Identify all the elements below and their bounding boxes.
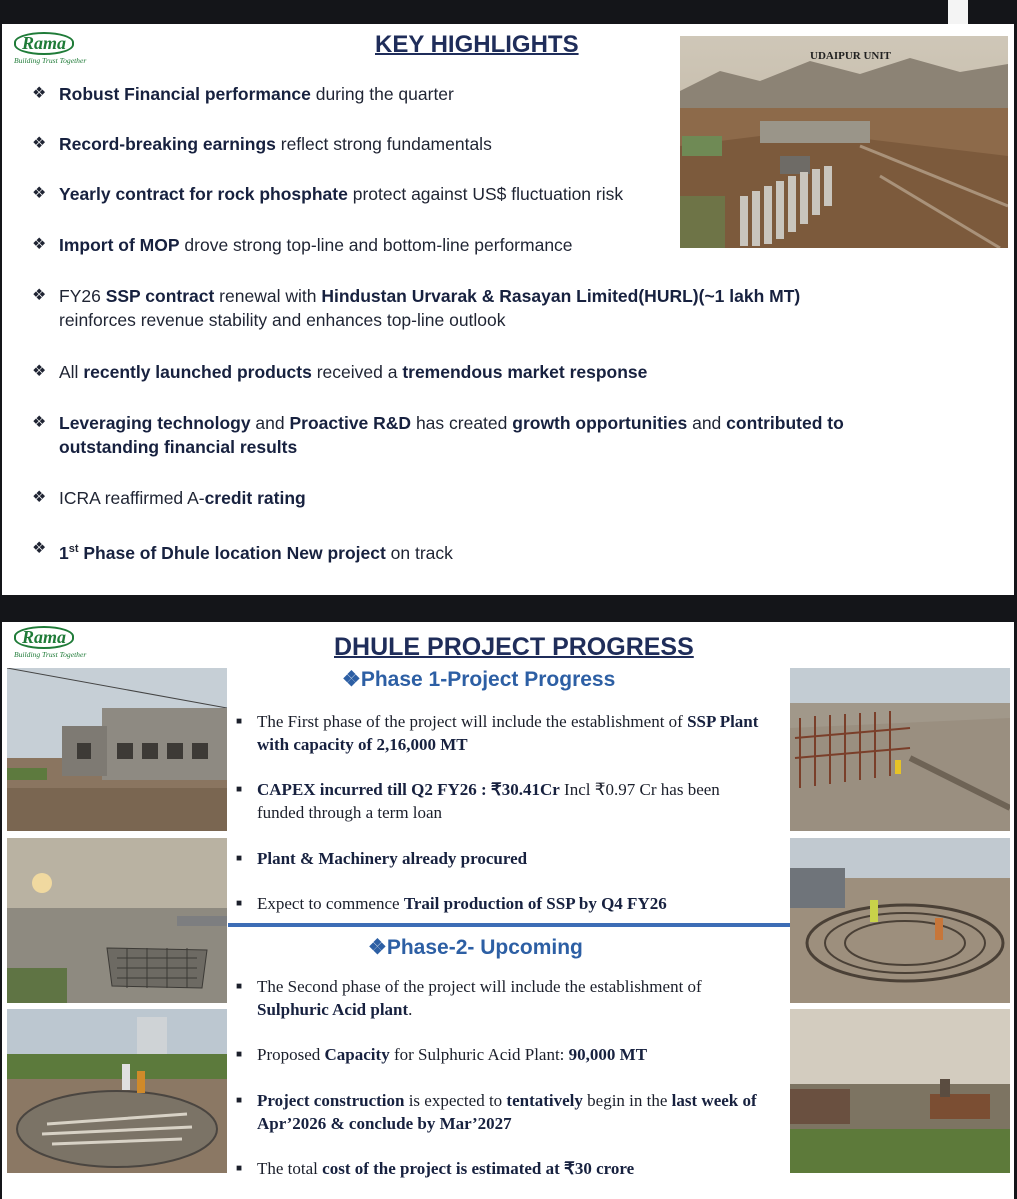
highlight-item [32,284,862,332]
text: ICRA reaffirmed A- [59,488,205,508]
square-bullet-icon: ■ [236,981,243,992]
logo-wordmark: Rama [14,626,74,649]
bullet-item [230,1157,770,1180]
site-photo-circular-base [7,1009,227,1173]
bullet-item [230,710,770,756]
text: Expect to commence [257,894,404,913]
bold-text: recently launched products [83,362,312,382]
bullet-item [230,1043,770,1066]
bold-text: contributed to outstanding financial results [59,413,844,457]
site-photo-rebar-trench [790,668,1010,831]
text: drove strong top-line and bottom-line performance [179,235,573,255]
slide-key-highlights [2,24,1014,595]
bold-text: growth opportunities [512,413,688,433]
text: begin in the [582,1091,672,1110]
highlight-item [32,233,672,257]
text: and [250,413,290,433]
highlight-text [59,284,862,332]
text: The First phase of the project will include the establishment of [257,712,688,731]
square-bullet-icon: ■ [236,1095,243,1106]
bold-text: tentatively [506,1091,583,1110]
bold-text: cost of the project is estimated at ₹30 crore [322,1159,635,1178]
text: The total [257,1159,323,1178]
slide-title: KEY HIGHLIGHTS [375,31,579,58]
bold-text: Sulphuric Acid plant [257,1000,409,1019]
highlight-item [32,360,672,384]
rama-logo [14,626,104,659]
bold-text: CAPEX incurred till Q2 FY26 : ₹30.41Cr [257,780,560,799]
bold-text: last week of Apr’2026 & conclude by Mar’2027 [257,1091,757,1133]
bullet-text [257,1157,770,1180]
bullet-text [257,975,770,1021]
photo-caption: UDAIPUR UNIT [810,50,891,62]
text: is expected to [404,1091,507,1110]
highlight-text [59,132,672,156]
rama-logo [14,32,104,65]
text: renewal with [214,286,322,306]
diamond-bullet-icon: ❖ [32,85,47,102]
diamond-bullet-icon: ❖ [32,236,47,253]
bold-text: credit rating [204,488,306,508]
square-bullet-icon: ■ [236,716,243,727]
diamond-bullet-icon: ❖ [32,489,47,506]
text: for Sulphuric Acid Plant: [389,1045,569,1064]
highlight-text [59,486,672,510]
square-bullet-icon: ■ [236,898,243,909]
square-bullet-icon: ■ [236,853,243,864]
bold-text: Capacity [324,1045,390,1064]
bullet-text [257,1089,770,1135]
diamond-bullet-icon: ❖ [32,287,47,304]
bold-text: Leveraging technology [59,413,251,433]
highlight-text [59,411,902,459]
diamond-bullet-icon: ❖ [32,363,47,380]
site-photo-building [7,668,227,831]
text: . [408,1000,413,1019]
square-bullet-icon: ■ [236,784,243,795]
square-bullet-icon: ■ [236,1163,243,1174]
highlight-text [59,537,672,565]
text: FY26 [59,286,106,306]
text: during the quarter [310,84,454,104]
slide-dhule-project [2,622,1014,1199]
text: Proposed [257,1045,325,1064]
bold-text: Yearly contract for rock phosphate [59,184,348,204]
bullet-item [230,1089,770,1135]
highlight-item [32,132,672,156]
text: received a [311,362,403,382]
diamond-bullet-icon: ❖ [32,185,47,202]
bold-text: Project construction [257,1091,405,1110]
text: reinforces revenue stability and enhances top-line outlook [59,310,506,330]
highlight-text [59,82,672,106]
highlight-item [32,182,672,206]
diamond-bullet-icon: ❖ [32,540,47,557]
highlight-item [32,486,672,510]
text: reflect strong fundamentals [275,134,492,154]
site-photo-circular-rebar [790,838,1010,1003]
logo-tagline: Building Trust Together [14,650,87,659]
square-bullet-icon: ■ [236,1049,243,1060]
diamond-icon: ❖ [342,668,361,691]
bold-text: Phase of Dhule location New project [78,542,386,563]
bold-text: Robust Financial performance [59,84,311,104]
bold-text: Proactive R&D [289,413,412,433]
text: protect against US$ fluctuation risk [347,184,624,204]
bullet-text [257,847,770,870]
bold-text: tremendous market response [402,362,648,382]
bold-text: Import of MOP [59,235,180,255]
site-photo-machinery [790,1009,1010,1173]
phase1-heading: ❖Phase 1-Project Progress [342,668,616,691]
bullet-item [230,892,770,915]
bold-text: Record-breaking earnings [59,134,276,154]
text: has created [411,413,513,433]
logo-wordmark: Rama [14,32,74,55]
highlight-item [32,537,672,565]
highlight-item [32,82,672,106]
bold-text: Hindustan Urvarak & Rasayan Limited(HURL)(~1 lakh MT) [321,286,801,306]
bullet-text [257,892,770,915]
text: Incl ₹0.97 Cr has been funded through a term loan [257,780,720,822]
site-photo-foundation-sunset [7,838,227,1003]
bold-text: SSP Plant with capacity of 2,16,000 MT [257,712,759,754]
bullet-text [257,1043,770,1066]
bullet-item [230,847,770,870]
text: and [687,413,727,433]
bullet-text [257,778,770,824]
highlight-text [59,360,672,384]
bullet-item [230,975,770,1021]
text: on track [385,542,453,563]
bold-text: SSP contract [105,286,215,306]
bullet-text [257,710,770,756]
diamond-bullet-icon: ❖ [32,414,47,431]
bullet-item [230,778,770,824]
highlight-text [59,233,672,257]
logo-tagline: Building Trust Together [14,56,87,65]
diamond-bullet-icon: ❖ [32,135,47,152]
bold-text: 1 [59,542,69,563]
bold-text: Plant & Machinery already procured [257,849,528,868]
text: All [59,362,84,382]
udaipur-unit-photo [680,36,1008,248]
slide-title: DHULE PROJECT PROGRESS [334,633,694,661]
phase2-heading: ❖Phase-2- Upcoming [368,936,583,959]
bold-text: 90,000 MT [568,1045,648,1064]
highlight-text [59,182,672,206]
bold-text: Trail production of SSP by Q4 FY26 [403,894,667,913]
highlight-item [32,411,902,459]
phase-divider [228,923,792,927]
bold-text: st [68,543,79,555]
diamond-icon: ❖ [368,936,387,959]
text: The Second phase of the project will include the establishment of [257,977,702,996]
